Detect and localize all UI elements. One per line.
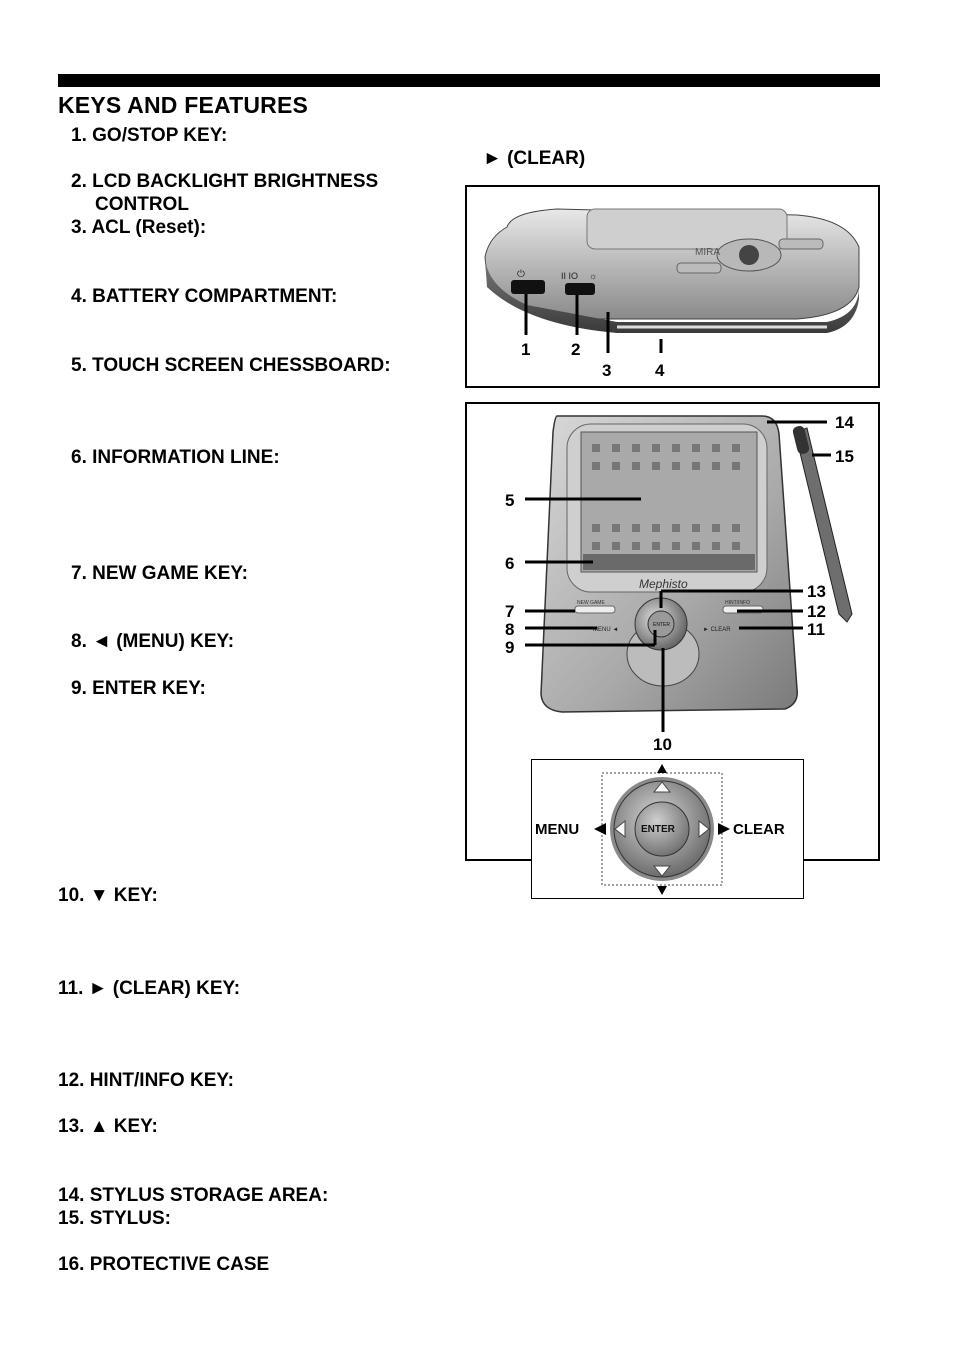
svg-text:ENTER: ENTER [653,622,670,628]
list-item: 9. ENTER KEY: [71,678,206,699]
callout-1: 1 [521,340,531,359]
callout-3: 3 [602,361,612,380]
callout-6: 6 [505,554,515,573]
menu-label: MENU [535,821,580,838]
list-item: 10. ▼ KEY: [58,885,158,906]
top-rule [58,74,880,87]
keypad-closeup-figure [531,759,804,899]
clear-heading: ► (CLEAR) [483,148,586,169]
list-item: 15. STYLUS: [58,1208,171,1229]
callout-13: 13 [807,582,826,601]
callout-9: 9 [505,638,515,657]
list-item: 7. NEW GAME KEY: [71,563,249,584]
keypad-illustration [532,760,802,897]
clear-label: CLEAR [733,821,785,838]
callout-7: 7 [505,602,515,621]
callout-11: 11 [807,620,825,639]
svg-text:MENU ◄: MENU ◄ [593,627,619,633]
svg-text:► CLEAR: ► CLEAR [703,627,731,633]
list-item: 13. ▲ KEY: [58,1116,158,1137]
enter-label: ENTER [641,824,675,835]
callout-5: 5 [505,491,515,510]
list-item: 1. GO/STOP KEY: [71,125,228,146]
list-item: 14. STYLUS STORAGE AREA: [58,1185,329,1206]
list-item: 2. LCD BACKLIGHT BRIGHTNESS CONTROL [71,171,379,215]
list-item: 12. HINT/INFO KEY: [58,1070,234,1091]
callout-4: 4 [655,361,665,380]
svg-text:NEW GAME: NEW GAME [577,600,605,606]
callout-12: 12 [807,602,826,621]
list-item: 16. PROTECTIVE CASE [58,1254,270,1275]
callout-15: 15 [835,447,854,466]
svg-text:⏻: ⏻ [517,269,525,280]
callout-8: 8 [505,620,515,639]
list-item: 5. TOUCH SCREEN CHESSBOARD: [71,355,391,376]
brand-logo: Mephisto [639,577,688,591]
clear-arrow-icon [718,823,730,835]
callout-14: 14 [835,413,854,432]
menu-arrow-icon [594,823,606,835]
list-item: 6. INFORMATION LINE: [71,447,280,468]
list-item: 4. BATTERY COMPARTMENT: [71,286,338,307]
list-item: 3. ACL (Reset): [71,217,207,238]
svg-text:II IO: II IO [561,271,579,281]
svg-text:☼: ☼ [589,271,598,281]
side-view-illustration [467,187,878,386]
svg-text:HINT/INFO: HINT/INFO [725,600,750,606]
side-view-figure [465,185,880,388]
callout-2: 2 [571,340,581,359]
page-title: KEYS AND FEATURES [58,92,309,118]
list-item: 8. ◄ (MENU) KEY: [71,631,235,652]
svg-text:MIRA: MIRA [695,247,720,258]
callout-10: 10 [653,735,672,754]
list-item: 11. ► (CLEAR) KEY: [58,978,241,999]
